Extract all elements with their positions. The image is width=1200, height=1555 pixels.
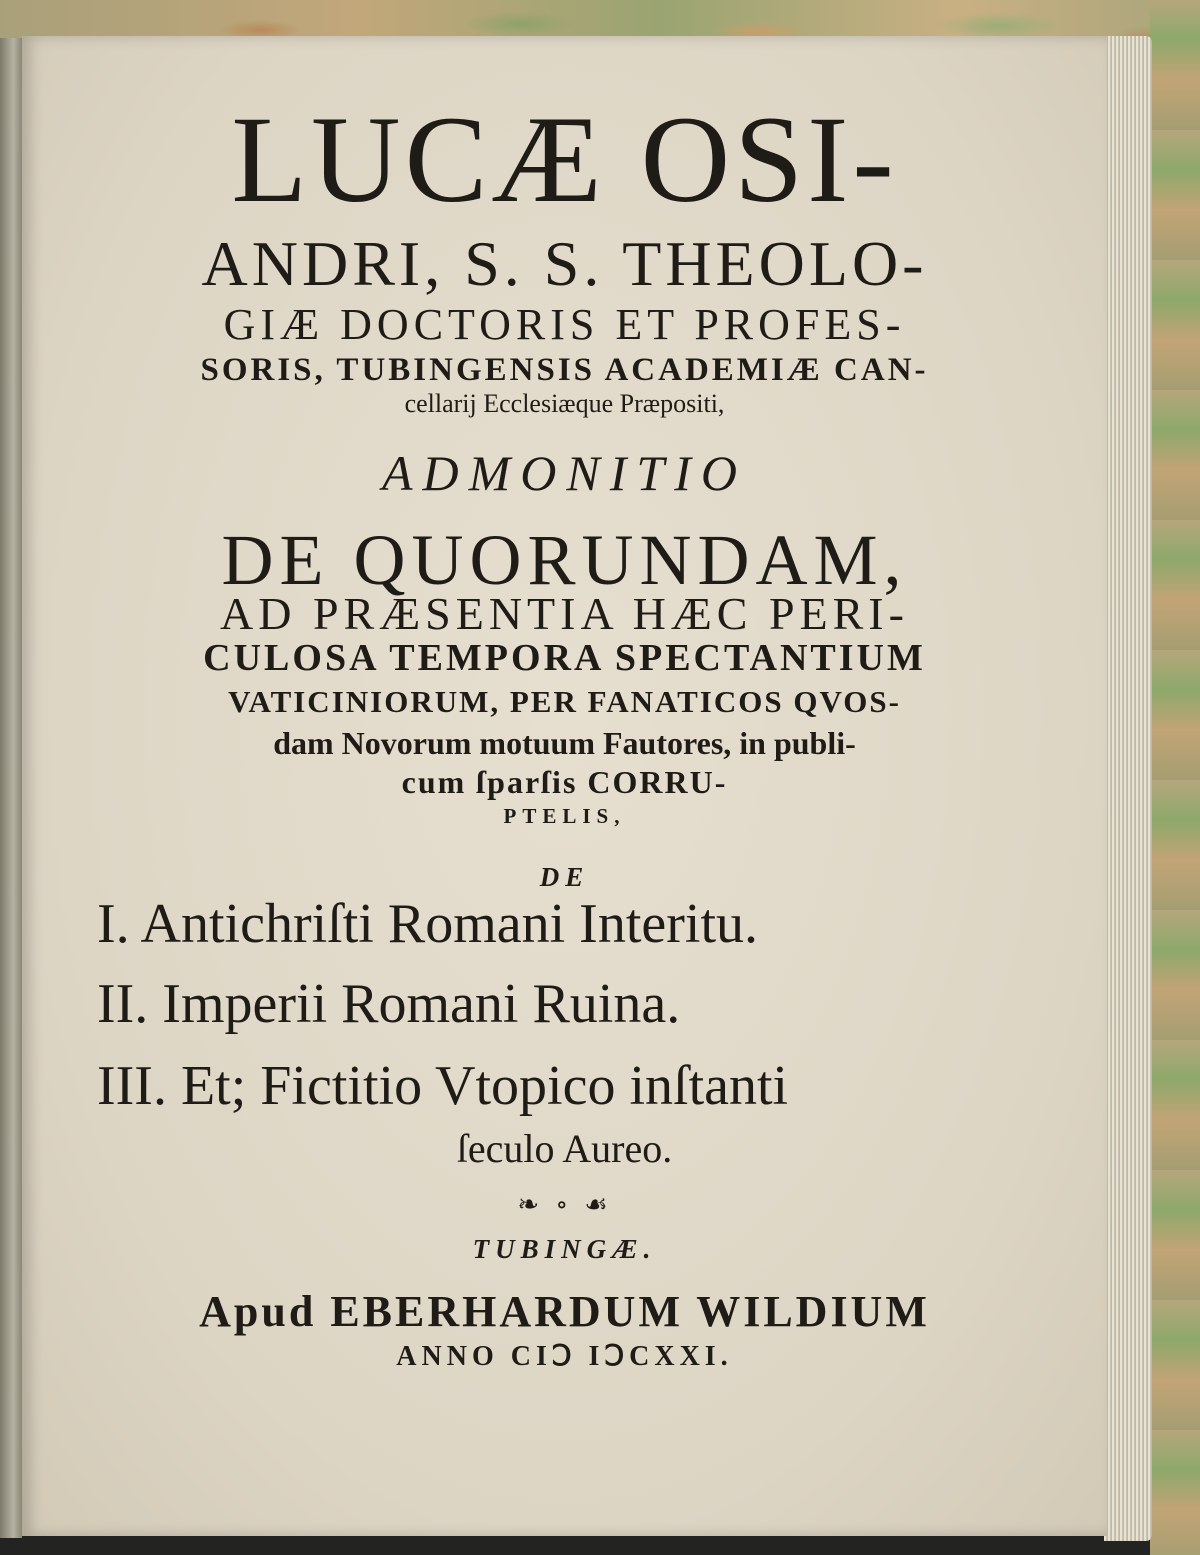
page-edges	[1104, 36, 1152, 1541]
subject-line-3: CULOSA TEMPORA SPECTANTIUM	[203, 637, 926, 679]
topic-item: III. Et; Fictitio Vtopico inſtanti	[97, 1055, 789, 1117]
subject-line-2: AD PRÆSENTIA HÆC PERI-	[220, 588, 909, 639]
subject-line-5: dam Novorum motuum Fautores, in publi-	[273, 725, 856, 761]
subject-line-7: PTELIS,	[503, 804, 626, 828]
subject-line-4: VATICINIORUM, PER FANATICOS QVOS-	[228, 684, 901, 719]
topic-item: I. Antichriſti Romani Interitu.	[97, 893, 759, 955]
facing-page-edge	[0, 38, 22, 1538]
work-type-heading: ADMONITIO	[382, 445, 747, 501]
author-line-2: ANDRI, S. S. THEOLO-	[201, 228, 928, 299]
subject-line-1: DE QUORUNDAM,	[221, 520, 908, 600]
de-label: DE	[539, 862, 590, 892]
subject-line-6: cum ſparſis CORRU-	[401, 764, 728, 800]
author-line-3: GIÆ DOCTORIS ET PROFES-	[223, 300, 906, 349]
topic-item-continued: ſeculo Aureo.	[456, 1126, 673, 1171]
printers-ornament: ❧ ∘ ☙	[517, 1190, 612, 1220]
author-line-5: cellarij Ecclesiæque Præpositi,	[404, 389, 725, 418]
imprint-printer: Apud EBERHARDUM WILDIUM	[199, 1287, 930, 1336]
author-line-4: SORIS, TUBINGENSIS ACADEMIÆ CAN-	[200, 352, 929, 388]
imprint-year: ANNO CIↃ IↃCXXI.	[396, 1341, 733, 1372]
book-cover-edge	[1150, 0, 1200, 1555]
author-line-1: LUCÆ OSI-	[231, 91, 898, 228]
topic-item: II. Imperii Romani Ruina.	[97, 973, 681, 1035]
title-page	[22, 36, 1107, 1536]
imprint-place: TUBINGÆ.	[472, 1234, 657, 1264]
